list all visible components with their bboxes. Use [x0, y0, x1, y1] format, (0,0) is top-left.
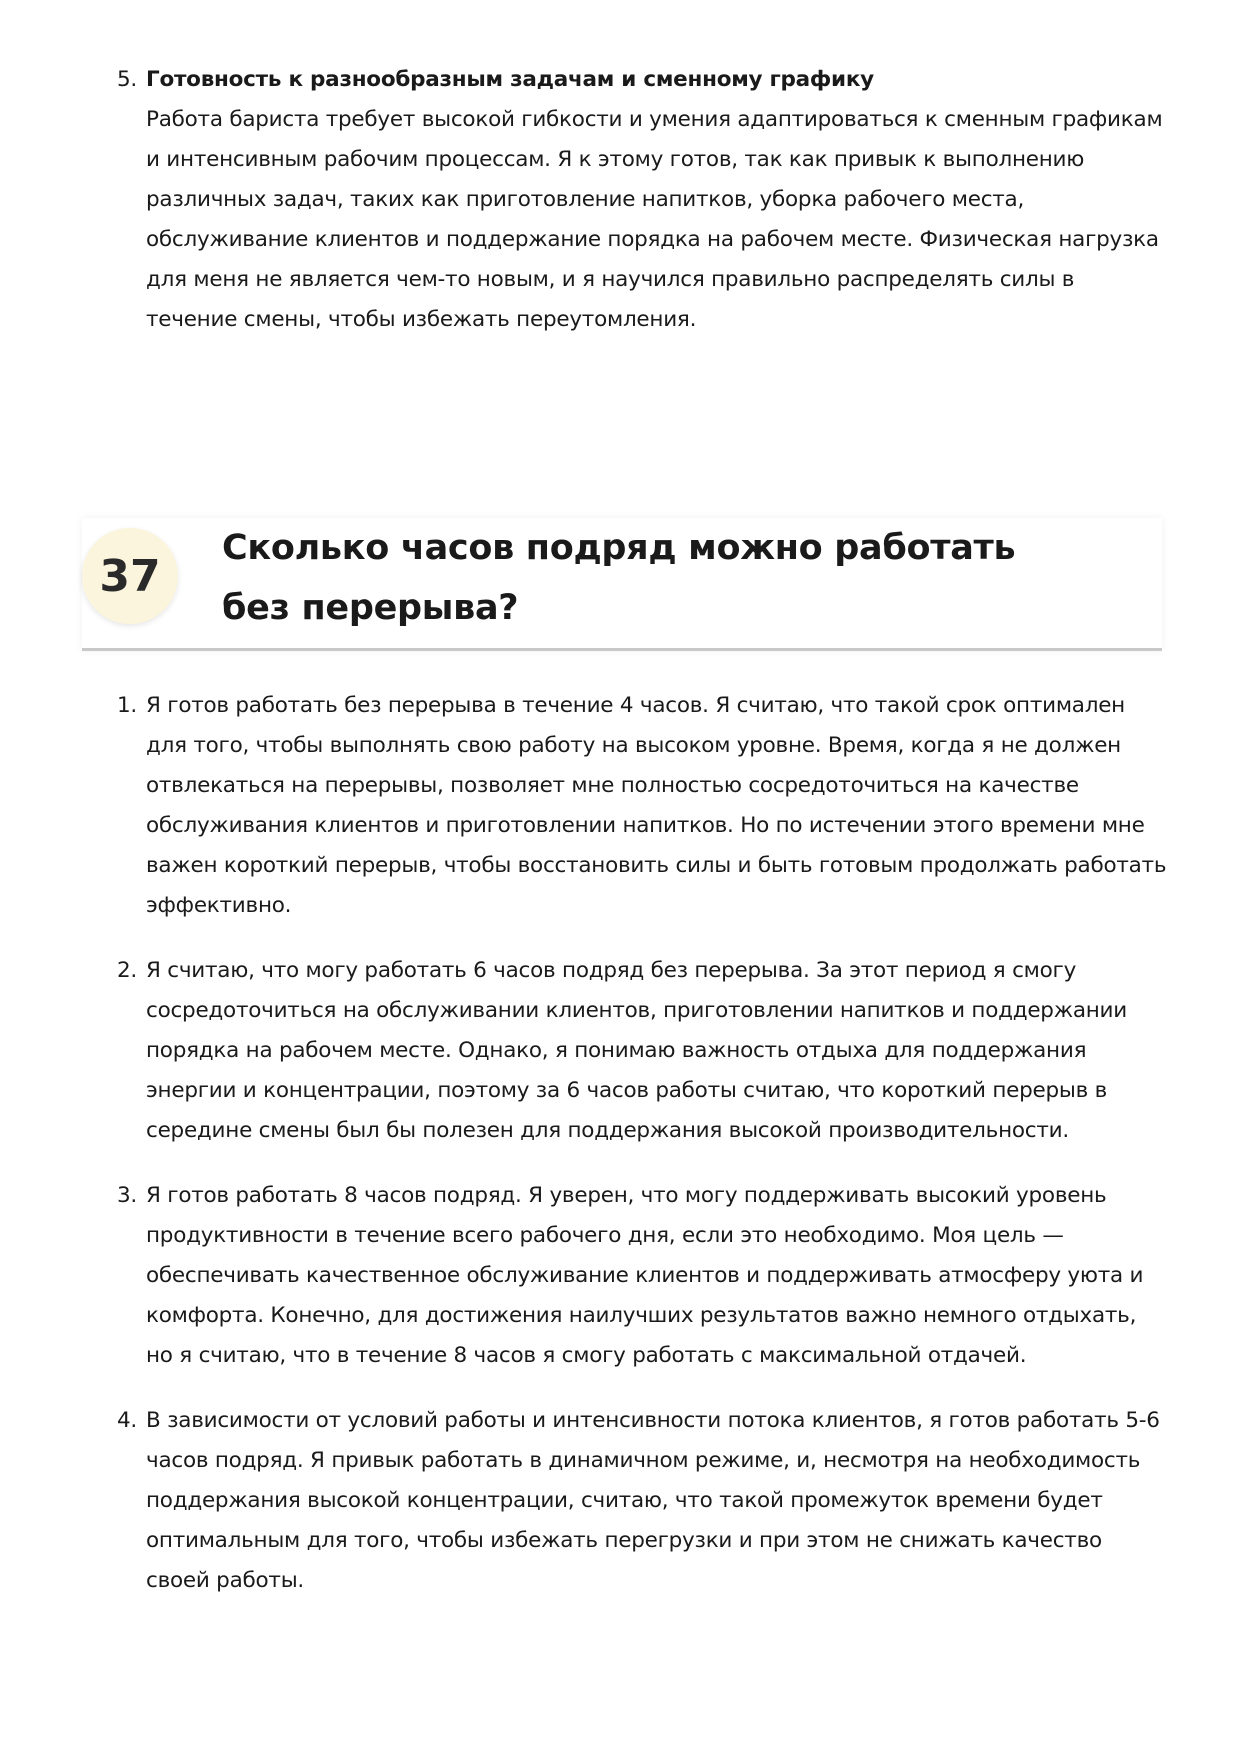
list-item-number: 4.: [117, 1408, 138, 1433]
list-item-title: Готовность к разнообразным задачам и сменному графику: [146, 67, 874, 92]
list-item-text: Я готов работать 8 часов подряд. Я уверен, что могу поддерживать высокий уровень продуктивности в течение всего рабочего дня, если это необходимо. Моя цель — обеспечивать качественное обслуживание клиентов и поддерживать атмосферу уюта и комфорта. Конечно, для достижения наилучших результатов важно немного отдыхать, но я считаю, что в течение 8 часов я смогу работать с максимальной отдачей.: [146, 1183, 1144, 1368]
list-item-text: В зависимости от условий работы и интенсивности потока клиентов, я готов работать 5-6 часов подряд. Я привык работать в динамичном режиме, и, несмотря на необходимость поддержания высокой концентрации, считаю, что такой промежуток времени будет оптимальным для того, чтобы избежать перегрузки и при этом не снижать качество своей работы.: [146, 1408, 1160, 1593]
list-item-number: 5.: [117, 67, 138, 92]
question-title: Сколько часов подряд можно работать без перерыва?: [222, 528, 1016, 628]
list-item-text: Я считаю, что могу работать 6 часов подряд без перерыва. За этот период я смогу сосредоточиться на обслуживании клиентов, приготовлении напитков и поддержании порядка на рабочем месте. Однако, я понимаю важность отдыха для поддержания энергии и концентрации, поэтому за 6 часов работы считаю, что короткий перерыв в середине смены был бы полезен для поддержания высокой производительности.: [146, 958, 1128, 1143]
question-number-badge: 37: [82, 528, 178, 624]
list-item-body: Работа бариста требует высокой гибкости и умения адаптироваться к сменным графикам и интенсивным рабочим процессам. Я к этому готов, так как привык к выполнению различных задач, таких как приготовление напитков, уборка рабочего места, обслуживание клиентов и поддержание порядка на рабочем месте. Физическая нагрузка для меня не является чем-то новым, и я научился правильно распределять силы в течение смены, чтобы избежать переутомления.: [146, 107, 1163, 332]
list-item: [117, 1176, 1167, 1376]
list-item: [117, 1401, 1167, 1601]
answer-list: [117, 686, 1167, 1626]
list-item: [117, 951, 1167, 1151]
list-item: [117, 686, 1167, 926]
list-item-number: 3.: [117, 1183, 138, 1208]
question-header: [82, 518, 1162, 651]
previous-list-item: [117, 60, 1167, 340]
list-item-number: 1.: [117, 693, 138, 718]
list-item-text: Я готов работать без перерыва в течение 4 часов. Я считаю, что такой срок оптимален для того, чтобы выполнять свою работу на высоком уровне. Время, когда я не должен отвлекаться на перерывы, позволяет мне полностью сосредоточиться на качестве обслуживания клиентов и приготовлении напитков. Но по истечении этого времени мне важен короткий перерыв, чтобы восстановить силы и быть готовым продолжать работать эффективно.: [146, 693, 1167, 918]
list-item-number: 2.: [117, 958, 138, 983]
